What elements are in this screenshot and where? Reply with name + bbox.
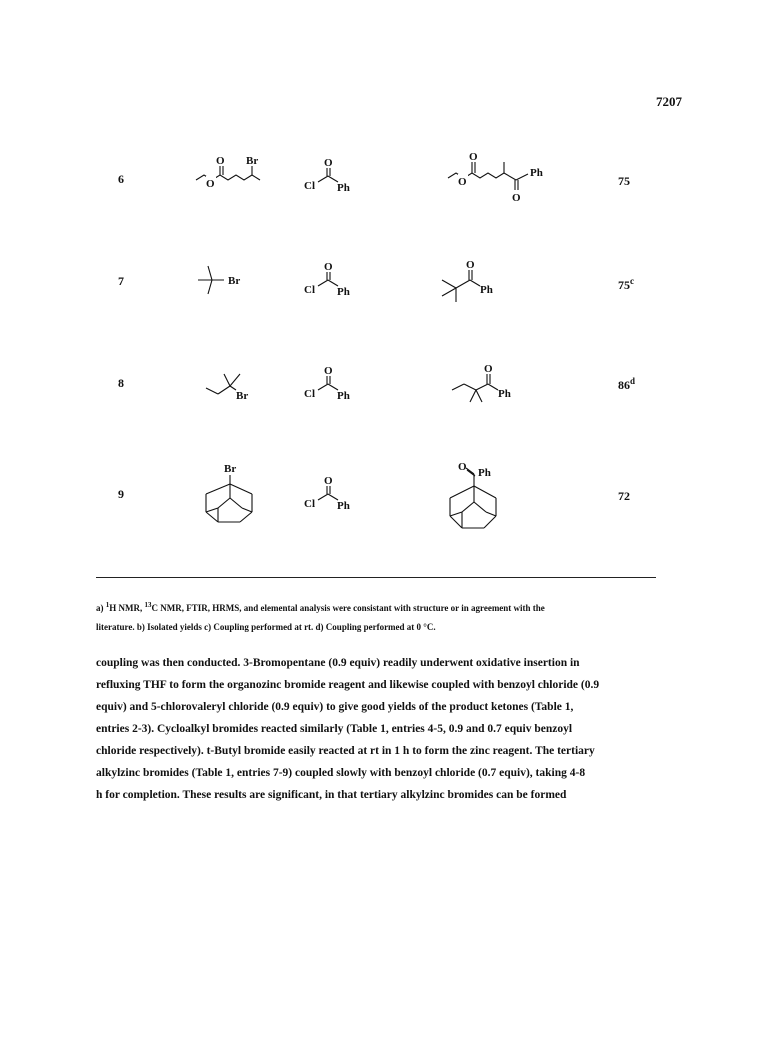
atom-ph: Ph [337, 182, 350, 194]
yield-8: 86$^d$ [618, 376, 636, 392]
footnote-b-c-d: literature. b) Isolated yields c) Coupling performed at rt. d) Coupling performed at 0 °C. [96, 622, 436, 632]
atom-ph: Ph [337, 286, 350, 298]
yield-7: 75$^c$ [618, 276, 634, 292]
product-1-adamantyl-phenyl-ketone [434, 456, 524, 536]
atom-ph: Ph [480, 284, 493, 296]
reagent-2-bromo-2-methylbutane [202, 368, 272, 408]
table-bottom-rule [96, 577, 656, 578]
atom-cl: Cl [304, 388, 315, 400]
yield-9: 72 [618, 489, 630, 503]
reagent-benzoyl-chloride [300, 158, 360, 204]
reagent-t-butyl-bromide [194, 262, 254, 302]
atom-br: Br [236, 390, 249, 402]
atom-ph: Ph [337, 500, 350, 512]
footnote-a: a) $^1$H NMR, $^{13}$C NMR, FTIR, HRMS, and elemental analysis were consistant with structure or in agreement with the [96, 601, 545, 613]
body-line: h for completion. These results are significant, in that tertiary alkylzinc bromides can be formed [96, 789, 567, 801]
atom-cl: Cl [304, 284, 315, 296]
body-line: alkylzinc bromides (Table 1, entries 7-9) coupled slowly with benzoyl chloride (0.7 equiv), taking 4-8 [96, 767, 586, 779]
atom-o: O [324, 261, 333, 273]
entry-number-7: 7 [118, 274, 124, 288]
body-paragraph [96, 652, 668, 806]
atom-o: O [469, 151, 478, 163]
atom-br: Br [224, 463, 237, 475]
atom-o: O [216, 155, 225, 167]
atom-ph: Ph [478, 467, 491, 479]
atom-cl: Cl [304, 180, 315, 192]
atom-o: O [324, 157, 333, 169]
body-line: coupling was then conducted. 3-Bromopentane (0.9 equiv) readily underwent oxidative insertion in [96, 657, 580, 669]
atom-o: O [458, 176, 467, 188]
entry-number-8: 8 [118, 376, 124, 390]
atom-ph: Ph [530, 167, 543, 179]
body-line: entries 2-3). Cycloalkyl bromides reacted similarly (Table 1, entries 4-5, 0.9 and 0.7 equiv benzoyl [96, 723, 573, 735]
reagent-1-bromoadamantane [196, 460, 266, 530]
body-line: equiv) and 5-chlorovaleryl chloride (0.9 equiv) to give good yields of the product ketones (Table 1, [96, 701, 574, 713]
reagent-benzoyl-chloride [300, 366, 360, 412]
atom-ph: Ph [498, 388, 511, 400]
product-ketoester [442, 150, 562, 210]
entry-number-9: 9 [118, 487, 124, 501]
entry-number-6: 6 [118, 172, 124, 186]
reagent-benzoyl-chloride [300, 476, 360, 522]
reagent-benzoyl-chloride [300, 262, 360, 308]
atom-o: O [324, 365, 333, 377]
body-line: refluxing THF to form the organozinc bromide reagent and likewise coupled with benzoyl chloride (0.9 [96, 679, 600, 691]
body-line: chloride respectively). t-Butyl bromide easily reacted at rt in 1 h to form the zinc reagent. The tertiary [96, 745, 595, 757]
atom-ph: Ph [337, 390, 350, 402]
yield-6: 75 [618, 174, 630, 188]
reagent-methyl-3-bromobutanoate [190, 152, 290, 202]
atom-o: O [206, 178, 215, 190]
product-pivalophenone [438, 258, 518, 308]
product-2-2-dimethylbutyrophenone [448, 362, 538, 412]
atom-cl: Cl [304, 498, 315, 510]
atom-br: Br [246, 155, 259, 167]
atom-o: O [466, 259, 475, 271]
atom-br: Br [228, 275, 241, 287]
atom-o: O [324, 475, 333, 487]
atom-o: O [484, 363, 493, 375]
atom-o: O [458, 461, 467, 473]
page-number: 7207 [656, 94, 682, 109]
atom-o: O [512, 192, 521, 204]
